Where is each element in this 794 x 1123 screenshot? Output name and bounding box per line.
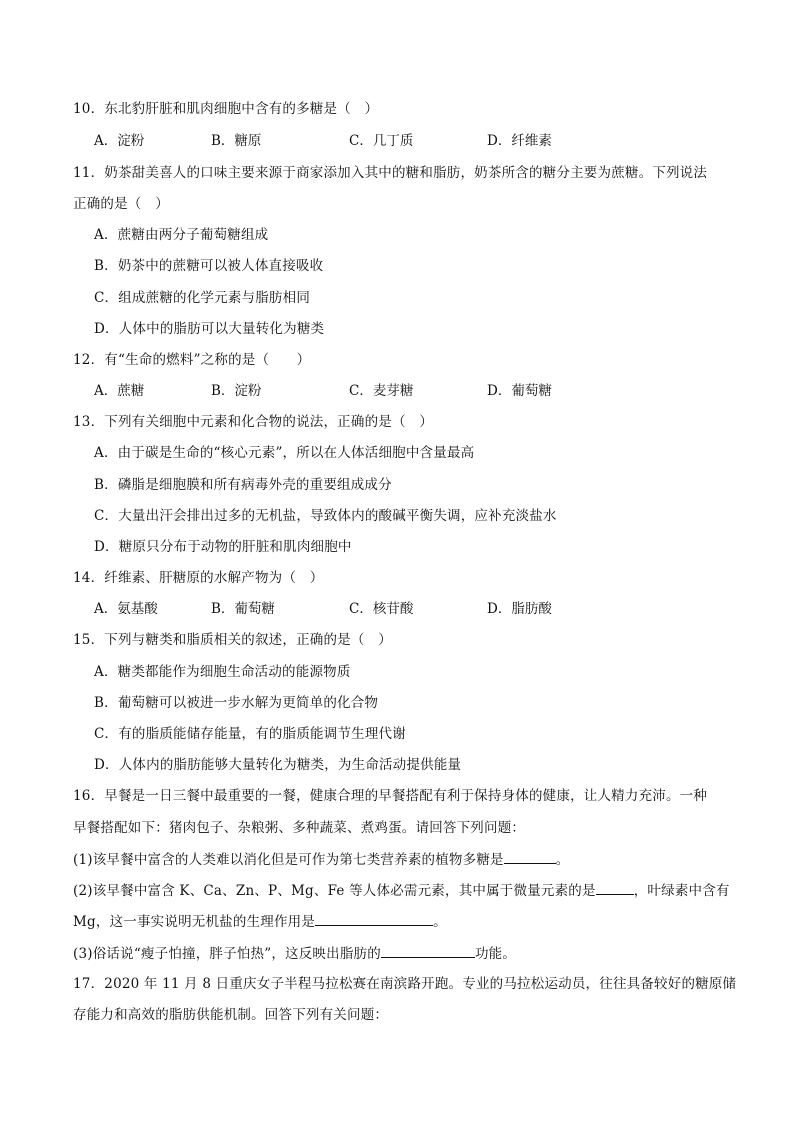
part-2-line2-end: 。 (433, 914, 447, 930)
option-c: C．麦芽糖 (349, 383, 414, 399)
option-d: D．葡萄糖 (487, 383, 552, 399)
answer-blank-2[interactable] (596, 880, 634, 895)
question-17-stem-line1: 17．2020 年 11 月 8 日重庆女子半程马拉松赛在南滨路开跑。专业的马拉松运动员，往往具备较好的糖原储 (73, 976, 737, 992)
question-11-stem-line1: 11．奶茶甜美喜人的口味主要来源于商家添加入其中的糖和脂肪，奶茶所含的糖分主要为蔗糖。下列说法 (73, 165, 708, 181)
question-16-stem-line1: 16．早餐是一日三餐中最重要的一餐，健康合理的早餐搭配有利于保持身体的健康，让人精力充沛。一种 (73, 788, 708, 804)
question-13-option-d: D．糖原只分布于动物的肝脏和肌肉细胞中 (94, 539, 352, 555)
question-14-stem: 14．纤维素、肝糖原的水解产物为（ ） (73, 570, 324, 586)
question-11-option-d: D．人体中的脂肪可以大量转化为糖类 (94, 321, 325, 337)
option-a: A．蔗糖 (94, 383, 145, 399)
question-10-stem: 10．东北豹肝脏和肌肉细胞中含有的多糖是（ ） (73, 101, 379, 117)
question-13-stem: 13．下列有关细胞中元素和化合物的说法，正确的是（ ） (73, 414, 434, 430)
question-16-stem-line2: 早餐搭配如下：猪肉包子、杂粮粥、多种蔬菜、煮鸡蛋。请回答下列问题： (73, 820, 526, 836)
question-11-option-c: C．组成蔗糖的化学元素与脂肪相同 (94, 290, 311, 306)
answer-blank-3[interactable] (315, 911, 433, 926)
question-13-option-a: A．由于碳是生命的“核心元素”，所以在人体活细胞中含量最高 (94, 445, 475, 461)
part-3-text: (3)俗话说“瘦子怕撞，胖子怕热”，这反映出脂肪的 (73, 946, 381, 962)
question-15-option-b: B．葡萄糖可以被进一步水解为更简单的化合物 (94, 695, 379, 711)
question-12-stem: 12．有“生命的燃料”之称的是（ ） (73, 352, 311, 368)
part-1-end: 。 (555, 852, 570, 868)
option-a: A．氨基酸 (94, 601, 158, 617)
question-11-option-a: A．蔗糖由两分子葡萄糖组成 (94, 227, 269, 243)
option-b: B．淀粉 (211, 383, 262, 399)
part-2-mid: ，叶绿素中含有 (633, 883, 730, 899)
answer-blank-4[interactable] (381, 943, 475, 958)
option-b: B．葡萄糖 (211, 601, 275, 617)
option-d: D．纤维素 (487, 133, 552, 149)
part-2-text: (2)该早餐中富含 K、Ca、Zn、P、Mg、Fe 等人体必需元素，其中属于微量元素的是 (73, 883, 596, 899)
question-11-option-b: B．奶茶中的蔗糖可以被人体直接吸收 (94, 258, 324, 274)
question-16-part-2 (73, 880, 730, 901)
question-15-stem: 15．下列与糖类和脂质相关的叙述，正确的是（ ） (73, 632, 392, 648)
question-13-option-b: B．磷脂是细胞膜和所有病毒外壳的重要组成成分 (94, 477, 392, 493)
question-17-stem-line2: 存能力和高效的脂肪供能机制。回答下列有关问题： (73, 1007, 389, 1023)
question-16-part-1 (73, 849, 569, 870)
option-d: D．脂肪酸 (487, 601, 552, 617)
option-b: B．糖原 (211, 133, 262, 149)
question-15-option-c: C．有的脂质能储存能量，有的脂质能调节生理代谢 (94, 726, 406, 742)
option-c: C．几丁质 (349, 133, 414, 149)
question-16-part-3 (73, 943, 516, 964)
part-2-line2-text: Mg，这一事实说明无机盐的生理作用是 (73, 914, 316, 930)
option-c: C．核苷酸 (349, 601, 414, 617)
question-15-option-d: D．人体内的脂肪能够大量转化为糖类，为生命活动提供能量 (94, 757, 462, 773)
part-1-text: (1)该早餐中富含的人类难以消化但是可作为第七类营养素的植物多糖是 (73, 852, 504, 868)
part-3-end: 功能。 (474, 946, 517, 962)
answer-blank-1[interactable] (504, 849, 556, 864)
question-16-part-2-line2 (73, 911, 447, 932)
question-11-stem-line2: 正确的是（ ） (73, 196, 169, 212)
option-a: A．淀粉 (94, 133, 145, 149)
question-15-option-a: A．糖类都能作为细胞生命活动的能源物质 (94, 664, 351, 680)
question-13-option-c: C．大量出汗会排出过多的无机盐，导致体内的酸碱平衡失调，应补充淡盐水 (94, 508, 557, 524)
